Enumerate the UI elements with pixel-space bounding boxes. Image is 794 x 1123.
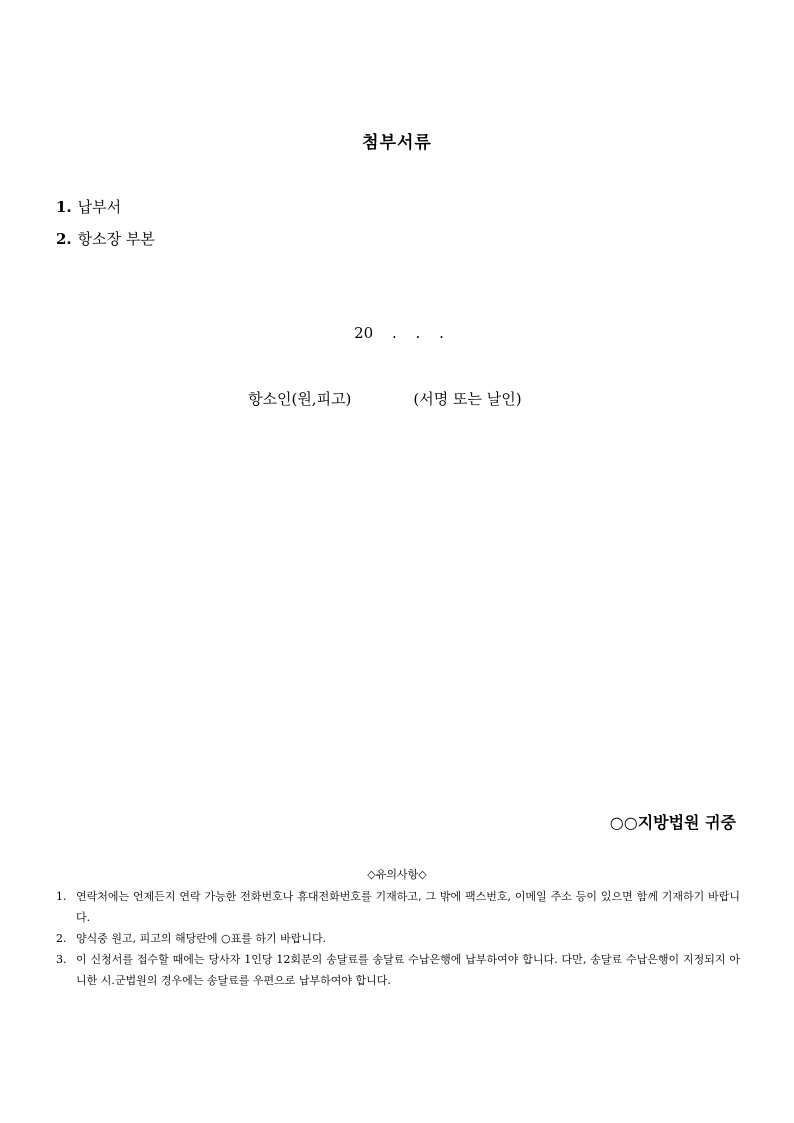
notes-list	[56, 886, 740, 991]
notes-title: ◇유의사항◇	[367, 868, 427, 881]
attachment-text: 항소장 부본	[77, 230, 155, 248]
document-title: 첨부서류	[362, 133, 432, 153]
attachment-list	[56, 196, 155, 260]
note-item	[56, 949, 740, 991]
note-text: 양식중 원고, 피고의 해당란에 ○표를 하기 바랍니다.	[76, 932, 327, 945]
attachment-item	[56, 196, 155, 228]
signer-line	[248, 388, 522, 409]
signer-label: 항소인(원,피고)	[248, 390, 352, 408]
attachment-number: 1.	[56, 198, 72, 216]
note-item	[56, 928, 740, 949]
note-text: 이 신청서를 접수할 때에는 당사자 1인당 12회분의 송달료를 송달료 수납은행에 납부하여야 합니다. 다만, 송달료 수납은행이 지정되지 아니한 시.군법원의 경우에는 송달료를 우편으로 납부하여야 합니다.	[76, 953, 740, 987]
note-text: 연락처에는 언제든지 연락 가능한 전화번호나 휴대전화번호를 기재하고, 그 밖에 팩스번호, 이메일 주소 등이 있으면 함께 기재하기 바랍니다.	[76, 890, 740, 924]
court-addressee: ○○지방법원 귀중	[609, 813, 736, 832]
note-number: 3.	[56, 953, 67, 966]
date-line: 20 . . .	[354, 324, 444, 342]
note-number: 1.	[56, 890, 67, 903]
attachment-text: 납부서	[77, 198, 122, 216]
attachment-number: 2.	[56, 230, 72, 248]
attachment-item	[56, 228, 155, 260]
sign-note: (서명 또는 날인)	[413, 390, 522, 408]
note-number: 2.	[56, 932, 67, 945]
note-item	[56, 886, 740, 928]
